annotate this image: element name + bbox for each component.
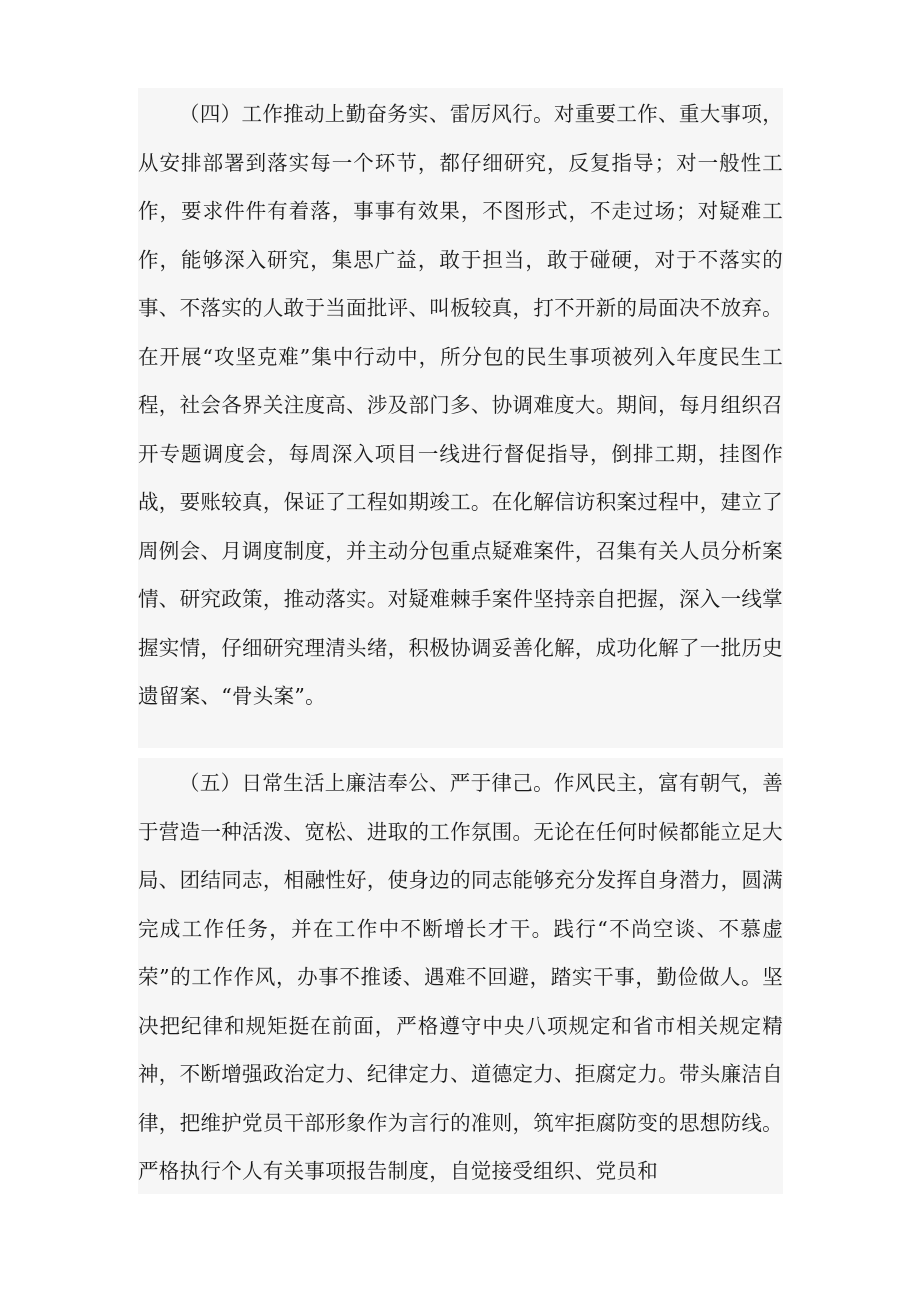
paragraph-block-4 — [138, 88, 783, 748]
paragraph-5-text: （五）日常生活上廉洁奉公、严于律己。作风民主，富有朝气，善于营造一种活泼、宽松、进取的工作氛围。无论在任何时候都能立足大局、团结同志，相融性好，使身边的同志能够充分发挥自身潜力，圆满完成工作任务，并在工作中不断增长才干。践行“不尚空谈、不慕虚荣”的工作作风，办事不推诿、遇难不回避，踏实干事，勤俭做人。坚决把纪律和规矩挺在前面，严格遵守中央八项规定和省市相关规定精神，不断增强政治定力、纪律定力、道德定力、拒腐定力。带头廉洁自律，把维护党员干部形象作为言行的准则，筑牢拒腐防变的思想防线。严格执行个人有关事项报告制度，自觉接受组织、党员和 — [138, 771, 783, 1183]
paragraph-block-5 — [138, 758, 783, 1194]
paragraph-4-text: （四）工作推动上勤奋务实、雷厉风行。对重要工作、重大事项，从安排部署到落实每一个环节，都仔细研究，反复指导；对一般性工作，要求件件有着落，事事有效果，不图形式，不走过场；对疑难工作，能够深入研究，集思广益，敢于担当，敢于碰硬，对于不落实的事、不落实的人敢于当面批评、叫板较真，打不开新的局面决不放弃。在开展“攻坚克难”集中行动中，所分包的民生事项被列入年度民生工程，社会各界关注度高、涉及部门多、协调难度大。期间，每月组织召开专题调度会，每周深入项目一线进行督促指导，倒排工期，挂图作战，要账较真，保证了工程如期竣工。在化解信访积案过程中，建立了周例会、月调度制度，并主动分包重点疑难案件，召集有关人员分析案情、研究政策，推动落实。对疑难棘手案件坚持亲自把握，深入一线掌握实情，仔细研究理清头绪，积极协调妥善化解，成功化解了一批历史遗留案、“骨头案”。 — [138, 102, 783, 708]
